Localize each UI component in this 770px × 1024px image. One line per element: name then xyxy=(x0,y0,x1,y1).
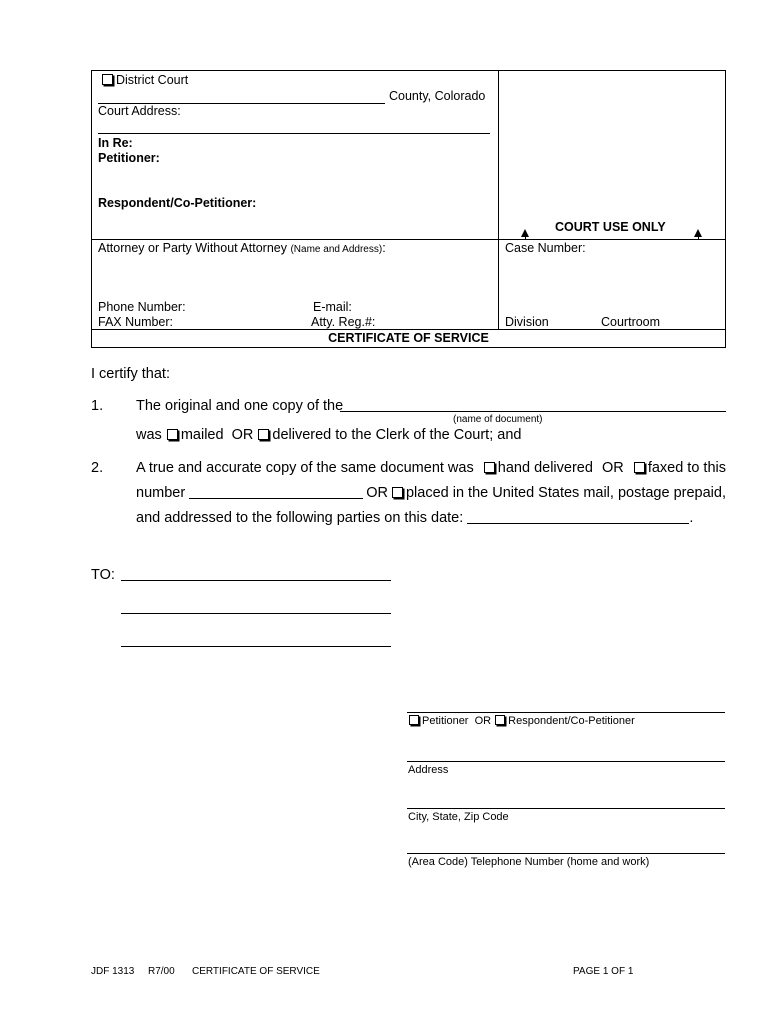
phone-label: Phone Number: xyxy=(98,300,186,314)
city-line[interactable] xyxy=(407,808,725,809)
case-number-label: Case Number: xyxy=(505,241,586,255)
city-label: City, State, Zip Code xyxy=(408,811,509,823)
petitioner-label: Petitioner: xyxy=(98,151,160,165)
to-label: TO: xyxy=(91,567,115,583)
courtroom-label: Courtroom xyxy=(601,315,661,329)
item-2-number: 2. xyxy=(91,460,104,476)
mailed-checkbox-icon[interactable] xyxy=(392,487,403,498)
fax-number-line[interactable] xyxy=(189,485,363,499)
in-re-label: In Re: xyxy=(98,136,133,150)
county-label: County, Colorado xyxy=(389,89,486,103)
delivered-checkbox-icon[interactable] xyxy=(258,429,269,440)
up-arrow-icon xyxy=(521,224,529,242)
recipient-line[interactable] xyxy=(121,580,391,581)
item-1-text: The original and one copy of the xyxy=(136,398,344,414)
faxed-checkbox-icon[interactable] xyxy=(634,462,645,473)
telephone-label: (Area Code) Telephone Number (home and work) xyxy=(408,856,650,868)
petitioner-checkbox-icon[interactable] xyxy=(409,715,419,725)
recipient-line[interactable] xyxy=(121,646,391,647)
document-name-line[interactable] xyxy=(340,411,726,412)
checkbox-icon[interactable] xyxy=(102,74,113,85)
document-name-caption: (name of document) xyxy=(453,414,543,425)
up-arrow-icon xyxy=(694,224,702,242)
certify-heading: I certify that: xyxy=(91,366,170,382)
address-label: Address xyxy=(408,764,449,776)
atty-reg-label: Atty. Reg.#: xyxy=(311,315,376,329)
item-2-line-1: A true and accurate copy of the same document was hand delivered OR faxed to this xyxy=(136,460,726,476)
court-use-only-label: COURT USE ONLY xyxy=(555,220,666,234)
signature-line[interactable] xyxy=(407,712,725,713)
phone-line[interactable] xyxy=(407,853,725,854)
recipient-line[interactable] xyxy=(121,613,391,614)
fax-label: FAX Number: xyxy=(98,315,174,329)
party-type-options: Petitioner OR Respondent/Co-Petitioner xyxy=(408,715,635,727)
footer-title: CERTIFICATE OF SERVICE xyxy=(192,966,320,977)
district-court-option[interactable]: District Court xyxy=(101,73,188,87)
page-number: PAGE 1 OF 1 xyxy=(573,966,634,977)
item-1-number: 1. xyxy=(91,398,104,414)
item-1-delivery: was mailed OR delivered to the Clerk of the Court; and xyxy=(136,427,522,443)
respondent-label: Respondent/Co-Petitioner: xyxy=(98,196,257,210)
address-line[interactable] xyxy=(407,761,725,762)
form-id: JDF 1313 xyxy=(91,966,135,977)
attorney-label: Attorney or Party Without Attorney (Name and Address): xyxy=(98,241,386,255)
service-date-line[interactable] xyxy=(467,510,689,524)
hand-delivered-checkbox-icon[interactable] xyxy=(484,462,495,473)
email-label: E-mail: xyxy=(313,300,352,314)
form-title: CERTIFICATE OF SERVICE xyxy=(328,331,489,345)
court-address-label: Court Address: xyxy=(98,104,181,118)
item-2-line-2: number OR placed in the United States mail, postage prepaid, xyxy=(136,485,726,501)
mailed-checkbox-icon[interactable] xyxy=(167,429,178,440)
item-2-line-3: and addressed to the following parties on this date: . xyxy=(136,510,694,526)
revision: R7/00 xyxy=(148,966,175,977)
respondent-checkbox-icon[interactable] xyxy=(495,715,505,725)
division-label: Division xyxy=(505,315,549,329)
